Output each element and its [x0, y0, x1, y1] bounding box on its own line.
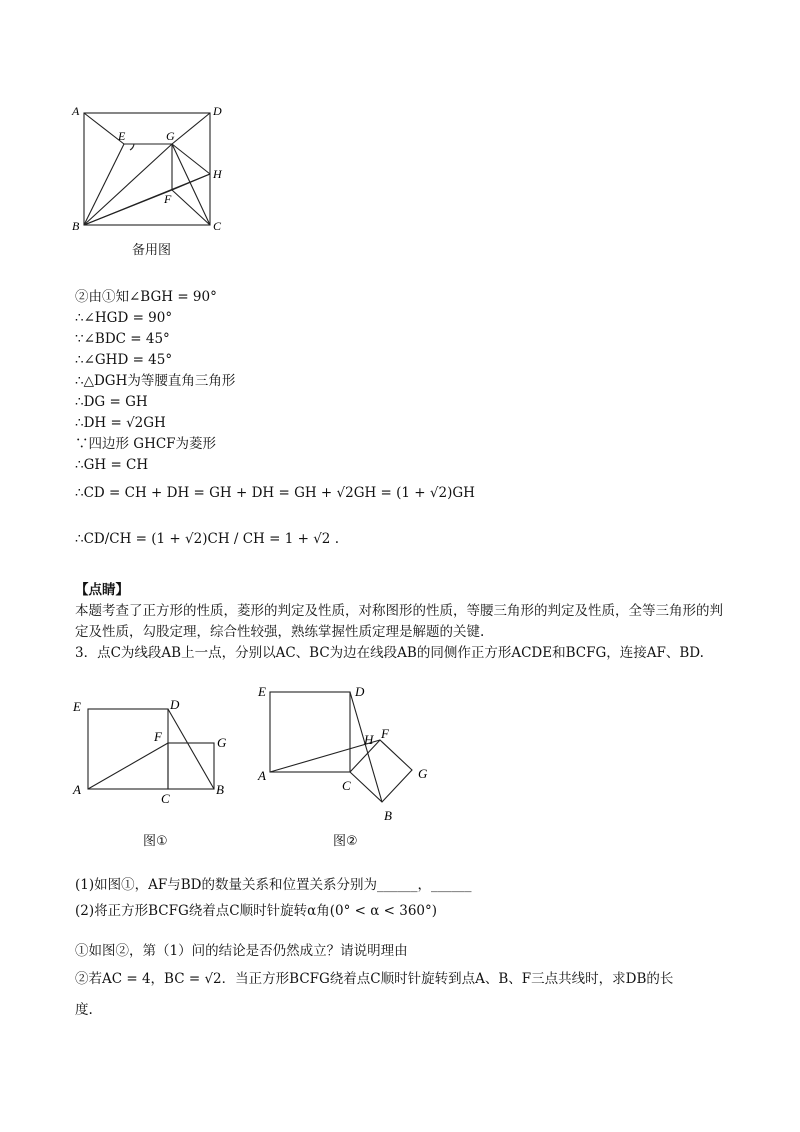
solution-line-3: ∵∠BDC = 45°	[75, 331, 170, 347]
fig2-label-a: A	[258, 768, 266, 783]
fig2-label-e: E	[258, 684, 266, 699]
fig1-label-c: C	[161, 791, 170, 805]
label-a: A	[72, 104, 80, 118]
fig1-label-f: F	[154, 729, 162, 744]
question-2-1: ①如图②，第（1）问的结论是否仍然成立？请说明理由	[75, 943, 408, 959]
fig1-label-e: E	[73, 699, 81, 714]
figure-2-caption: 图②	[333, 834, 358, 849]
fig1-label-d: D	[170, 697, 180, 712]
backup-figure	[60, 95, 240, 240]
fig2-label-b: B	[384, 808, 392, 823]
dianjing-text: 本题考查了正方形的性质，菱形的判定及性质，对称图形的性质，等腰三角形的判定及性质，全等三角形的判定及性质，勾股定理，综合性较强，熟练掌握性质定理是解题的关键.	[75, 603, 723, 640]
fig2-label-f: F	[381, 726, 389, 741]
question-2: (2)将正方形BCFG绕着点C顺时针旋转α角(0° < α < 360°)	[75, 903, 438, 919]
fig2-label-h: H	[364, 732, 374, 747]
solution-line-5: ∴△DGH为等腰直角三角形	[75, 373, 236, 389]
solution-line-8: ∵四边形 GHCF为菱形	[75, 436, 217, 452]
label-c: C	[213, 219, 222, 233]
square-bcfg-rotated	[350, 740, 412, 802]
label-d: D	[213, 104, 222, 118]
label-g: G	[166, 129, 175, 143]
label-e: E	[118, 129, 126, 143]
label-h: H	[213, 167, 222, 181]
fig2-label-d: D	[355, 684, 365, 699]
fig1-label-g: G	[217, 735, 227, 750]
figure-1	[68, 695, 238, 805]
solution-line-11: ∴CD/CH = (1 + √2)CH / CH = 1 + √2 .	[75, 531, 339, 547]
figure-1-caption: 图①	[143, 834, 168, 849]
fig2-label-g: G	[418, 766, 428, 781]
fig2-label-c: C	[342, 778, 351, 793]
solution-line-9: ∴GH = CH	[75, 457, 149, 473]
solution-line-6: ∴DG = GH	[75, 394, 148, 410]
question-2-2: ②若AC = 4，BC = √2．当正方形BCFG绕着点C顺时针旋转到点A、B、F三点共线时，求DB的长	[75, 971, 674, 987]
fig1-label-b: B	[216, 782, 224, 797]
solution-line-2: ∴∠HGD = 90°	[75, 310, 173, 326]
dianjing-heading: 【点睛】	[75, 582, 129, 598]
fig1-label-a: A	[73, 782, 81, 797]
solution-line-7: ∴DH = √2GH	[75, 415, 166, 431]
square-acde	[88, 709, 168, 789]
figure-2	[250, 680, 440, 825]
solution-line-4: ∴∠GHD = 45°	[75, 352, 173, 368]
solution-line-10: ∴CD = CH + DH = GH + DH = GH + √2GH = (1 + √2)GH	[75, 485, 475, 501]
label-b: B	[72, 219, 80, 233]
solution-line-1: ②由①知∠BGH = 90°	[75, 289, 217, 305]
backup-figure-caption: 备用图	[132, 243, 172, 258]
question-1: (1)如图①，AF与BD的数量关系和位置关系分别为______，______	[75, 877, 472, 893]
problem3-stem: 3．点C为线段AB上一点，分别以AC、BC为边在线段AB的同侧作正方形ACDE和BCFG，连接AF、BD.	[75, 645, 704, 661]
label-f: F	[164, 192, 172, 206]
question-2-2-cont: 度.	[75, 1002, 93, 1018]
